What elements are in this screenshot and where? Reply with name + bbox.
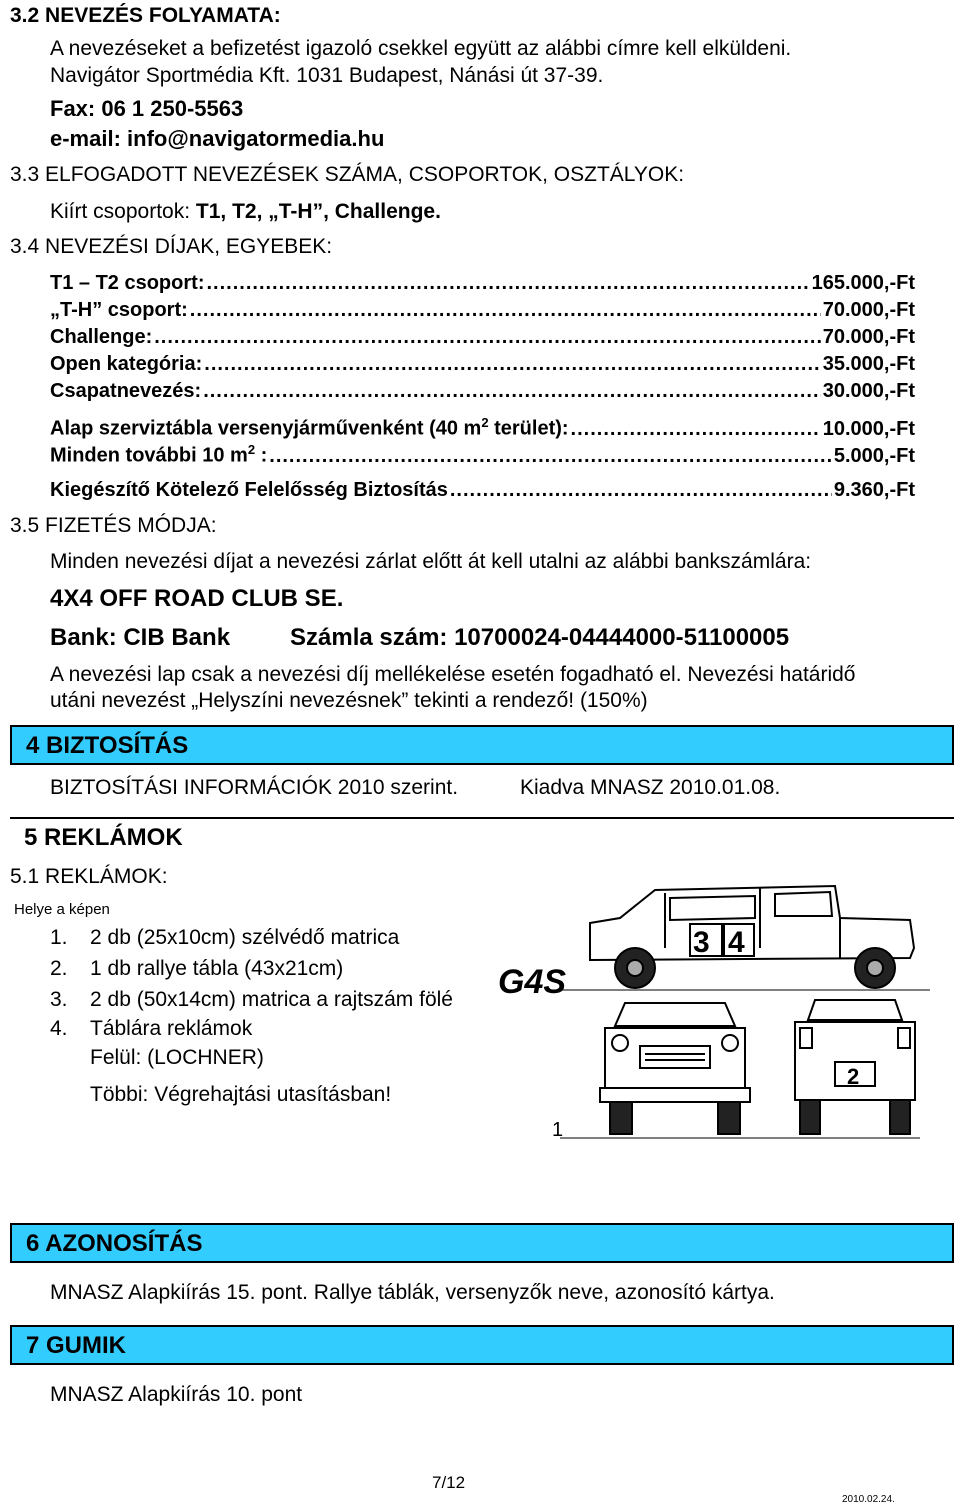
section-3-5-heading: 3.5 FIZETÉS MÓDJA: <box>10 514 217 537</box>
section-3-4-heading: 3.4 NEVEZÉSI DÍJAK, EGYEBEK: <box>10 235 333 258</box>
section-5-1-heading: 5.1 REKLÁMOK: <box>10 865 168 888</box>
fee-value: 5.000,-Ft <box>833 444 915 467</box>
fee-label: Kiegészítő Kötelező Felelősség Biztosítás <box>50 479 448 501</box>
section-4-bar: 4 BIZTOSÍTÁS <box>10 725 954 765</box>
fee-row <box>50 272 915 295</box>
s35-note1: A nevezési lap csak a nevezési díj mellékelése esetén fogadható el. Nevezési határidő <box>50 663 856 686</box>
list-sub-top: Felül: (LOCHNER) <box>90 1046 264 1069</box>
list-item: 4. Táblára reklámok <box>50 1017 253 1040</box>
list-sub-other: Többi: Végrehajtási utasításban! <box>90 1083 392 1106</box>
fee-value: 30.000,-Ft <box>822 380 915 402</box>
fee-value: 35.000,-Ft <box>822 353 915 375</box>
fee-row <box>50 380 915 403</box>
fee-row <box>50 326 915 349</box>
fee-row <box>50 353 915 376</box>
fee-label: Open kategória: <box>50 353 203 375</box>
fee-label: Challenge: <box>50 326 153 348</box>
s35-account: Számla szám: 10700024-04444000-51100005 <box>290 624 790 651</box>
fee-value: 70.000,-Ft <box>822 326 915 348</box>
list-item: 1. 2 db (25x10cm) szélvédő matrica <box>50 926 400 949</box>
fee-row <box>50 442 915 468</box>
fee-label: Csapatnevezés: <box>50 380 202 402</box>
svg-text:1: 1 <box>552 1119 564 1141</box>
s4-issued: Kiadva MNASZ 2010.01.08. <box>520 776 781 799</box>
fee-label: „T-H” csoport: <box>50 299 188 321</box>
fee-value: 70.000,-Ft <box>822 299 915 321</box>
svg-text:3: 3 <box>693 926 710 959</box>
section-3-3-heading: 3.3 ELFOGADOTT NEVEZÉSEK SZÁMA, CSOPORTOK, OSZTÁLYOK: <box>10 163 685 186</box>
s32-line1: A nevezéseket a befizetést igazoló csekkel együtt az alábbi címre kell elküldeni. <box>50 37 792 60</box>
s32-line2: Navigátor Sportmédia Kft. 1031 Budapest, Nánási út 37-39. <box>50 64 604 87</box>
s32-email: e-mail: info@navigatormedia.hu <box>50 126 385 151</box>
s6-text: MNASZ Alapkiírás 15. pont. Rallye táblák, versenyzők neve, azonosító kártya. <box>50 1281 775 1304</box>
fee-label: Alap szerviztábla versenyjárművenként (40 $m^2$ terület): <box>50 415 569 440</box>
list-item: 2. 1 db rallye tábla (43x21cm) <box>50 957 344 980</box>
section-5-title: 5 REKLÁMOK <box>24 824 183 851</box>
fee-row <box>50 415 915 441</box>
s33-text <box>50 200 441 224</box>
page-number: 7/12 <box>432 1473 466 1492</box>
fee-row <box>50 479 915 502</box>
fee-label: T1 – T2 csoport: <box>50 272 205 294</box>
footer-date: 2010.02.24. <box>842 1494 895 1505</box>
section-5-header <box>10 817 954 857</box>
place-label: Helye a képen <box>14 901 110 918</box>
s35-bank: Bank: CIB Bank <box>50 624 231 651</box>
fee-value: 10.000,-Ft <box>822 417 915 440</box>
fee-value: 165.000,-Ft <box>811 272 915 294</box>
section-7-bar: 7 GUMIK <box>10 1325 954 1365</box>
s33-text-label: Kiírt csoportok: <box>50 200 196 223</box>
s4-info: BIZTOSÍTÁSI INFORMÁCIÓK 2010 szerint. <box>50 776 459 799</box>
fee-label: Minden további 10 $m^2$ : <box>50 442 268 467</box>
fee-row <box>50 299 915 322</box>
fee-value: 9.360,-Ft <box>833 479 915 501</box>
section-6-bar: 6 AZONOSÍTÁS <box>10 1223 954 1263</box>
svg-text:2: 2 <box>847 1064 860 1089</box>
truck-illustration <box>490 878 930 1148</box>
s32-fax: Fax: 06 1 250-5563 <box>50 96 244 121</box>
s35-note2: utáni nevezést „Helyszíni nevezésnek” tekinti a rendező! (150%) <box>50 689 648 712</box>
section-3-2-heading: 3.2 NEVEZÉS FOLYAMATA: <box>10 4 281 27</box>
g4s-logo <box>498 963 566 1001</box>
s35-line1: Minden nevezési díjat a nevezési zárlat előtt át kell utalni az alábbi bankszámlára: <box>50 550 812 573</box>
svg-text:G4S: G4S <box>498 963 567 1001</box>
svg-text:4: 4 <box>728 926 745 959</box>
s33-text-value: T1, T2, „T-H”, Challenge. <box>195 200 441 223</box>
s35-club: 4X4 OFF ROAD CLUB SE. <box>50 585 344 612</box>
list-item: 3. 2 db (50x14cm) matrica a rajtszám fölé <box>50 988 453 1011</box>
s7-text: MNASZ Alapkiírás 10. pont <box>50 1383 303 1406</box>
